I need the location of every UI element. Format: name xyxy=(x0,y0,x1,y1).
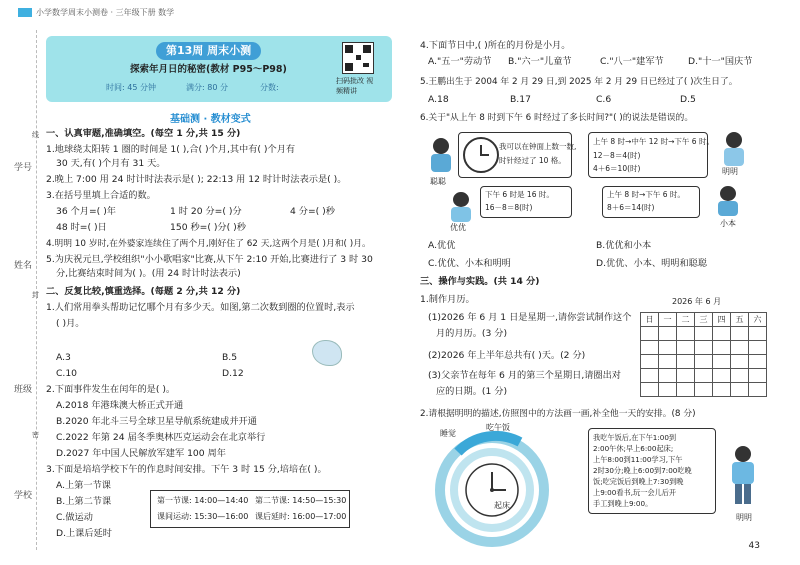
bubble-text: 2:00午休;早上6:00起床; xyxy=(593,444,674,453)
schedule-cell: 第一节课: 14:00—14:40 xyxy=(157,496,249,505)
schedule-cell: 第二节课: 14:50—15:30 xyxy=(255,496,347,505)
r-q4: 4.下面节日中,( )所在的月份是小月。 xyxy=(420,40,571,51)
p3-q1-2: (2)2026 年上半年总共有( )天。(2 分) xyxy=(428,350,586,361)
p2-q2-option[interactable]: C.2022 年第 24 届冬季奥林匹克运动会在北京举行 xyxy=(56,432,266,443)
name-xiaoben: 小本 xyxy=(720,219,736,228)
bubble-youyou xyxy=(480,186,572,218)
p2-q1-line2: ( )月。 xyxy=(56,318,85,329)
p2-q3-option[interactable]: B.上第二节课 xyxy=(56,496,112,507)
bubble-text: 8＋6＝14(时) xyxy=(607,203,655,212)
bubble-text: 上午 8 时→中午 12 时→下午 6 时。 xyxy=(593,137,714,146)
p3-q2: 2.请根据明明的描述,仿照图中的方法画一画,补全他一天的安排。(8 分) xyxy=(420,409,696,419)
name-youyou: 优优 xyxy=(450,223,466,232)
calendar-header-cell: 四 xyxy=(713,313,731,327)
daily-dial[interactable] xyxy=(428,428,568,548)
p3-q1-3-line1: (3)父亲节在每年 6 月的第三个星期日,请圈出对 xyxy=(428,370,621,381)
r-q5-option[interactable]: D.5 xyxy=(680,94,696,105)
bubble-text: 手工到晚上9:00。 xyxy=(593,499,653,508)
p1-q4: 4.明明 10 岁时,在外婆家连续住了两个月,刚好住了 62 天,这两个月是( )月和( )月。 xyxy=(46,239,371,249)
week-badge: 第13周 周末小测 xyxy=(156,42,261,60)
calendar-header-cell: 六 xyxy=(749,313,767,327)
top-banner-tag xyxy=(18,8,32,17)
top-banner-text: 小学数学周末小测卷 · 三年级下册 数学 xyxy=(36,8,175,17)
mingming-standing-icon xyxy=(730,446,756,506)
mingming-figure-icon xyxy=(722,132,746,166)
p2-q1-option[interactable]: A.3 xyxy=(56,352,71,363)
margin-school: 学校 xyxy=(14,491,33,501)
p2-q2-option[interactable]: B.2020 年北斗三号全球卫星导航系统建成并开通 xyxy=(56,416,257,427)
calendar-header-row xyxy=(641,313,767,327)
bubble-text: 2时30分;晚上6:00到7:00吃晚 xyxy=(593,466,692,475)
bubble-text: 下午 6 时是 16 时。 xyxy=(485,190,554,199)
margin-student-id: 学号 xyxy=(14,163,33,173)
p2-q3-option[interactable]: A.上第一节课 xyxy=(56,480,111,491)
r-q6: 6.关于"从上午 8 时到下午 6 时经过了多长时间?"( )的说法是错误的。 xyxy=(420,113,694,123)
part3-title: 三、操作与实践。(共 14 分) xyxy=(420,276,540,287)
part1-title: 一、认真审题,准确填空。(每空 1 分,共 15 分) xyxy=(46,128,241,139)
calendar-row[interactable] xyxy=(641,327,767,341)
p2-q3-option[interactable]: C.做运动 xyxy=(56,512,93,523)
bubble-text: 上9:00看书,玩一会儿后开 xyxy=(593,488,677,497)
p2-q1-option[interactable]: B.5 xyxy=(222,352,238,363)
p2-q1-option[interactable]: C.10 xyxy=(56,368,78,379)
p2-q2: 2.下面事件发生在闰年的是( )。 xyxy=(46,384,176,395)
margin-secret-label: 密 xyxy=(32,431,39,439)
calendar-header-cell: 日 xyxy=(641,313,659,327)
name-mingming-bottom: 明明 xyxy=(736,513,752,522)
bubble-mingming xyxy=(588,132,714,178)
p1-q3-item: 150 秒=( )分( )秒 xyxy=(170,222,246,233)
bubble-text: 4＋6＝10(时) xyxy=(593,164,641,173)
p3-q1: 1.制作月历。 xyxy=(420,294,475,305)
bubble-mingming-schedule xyxy=(588,428,716,514)
p1-q3-item: 48 时=( )日 xyxy=(56,222,107,233)
schedule-cell: 课后延时: 16:00—17:00 xyxy=(255,512,347,521)
bubble-text: 12－8＝4(时) xyxy=(593,151,641,160)
p3-q1-3-line2: 应的日期。(1 分) xyxy=(436,386,508,397)
fist-icon xyxy=(312,340,342,366)
dial-label-wake: 起床 xyxy=(494,501,510,510)
r-q6-option[interactable]: C.优优、小本和明明 xyxy=(428,258,511,269)
congcong-figure-icon xyxy=(428,138,454,174)
p1-q3-item: 4 分=( )秒 xyxy=(290,206,335,217)
schedule-table xyxy=(150,490,350,528)
calendar-row[interactable] xyxy=(641,383,767,397)
margin-line-label: 线 xyxy=(32,131,39,139)
margin-name: 姓名 xyxy=(14,261,33,271)
calendar-header-cell: 五 xyxy=(731,313,749,327)
bubble-text: 16－8＝8(时) xyxy=(485,203,533,212)
p2-q3-option[interactable]: D.上课后延时 xyxy=(56,528,112,539)
xiaoben-figure-icon xyxy=(716,186,740,216)
youyou-figure-icon xyxy=(450,192,472,222)
r-q5-option[interactable]: C.6 xyxy=(596,94,612,105)
bubble-text: 我可以在钟面上数一数, xyxy=(499,142,577,151)
r-q6-option[interactable]: A.优优 xyxy=(428,240,456,251)
bubble-congcong xyxy=(458,132,577,178)
calendar-row[interactable] xyxy=(641,355,767,369)
calendar-header-cell: 一 xyxy=(659,313,677,327)
header-card xyxy=(46,36,392,102)
calendar-header-cell: 二 xyxy=(677,313,695,327)
part2-title: 二、反复比较,慎重选择。(每题 2 分,共 12 分) xyxy=(46,286,241,297)
section-basic-title: 基础测 · 教材变式 xyxy=(170,114,251,125)
p1-q1-line1: 1.地球绕太阳转 1 圈的时间是 1( ),合( )个月,其中有( )个月有 xyxy=(46,144,296,155)
page-number: 43 xyxy=(748,541,760,551)
calendar-row[interactable] xyxy=(641,369,767,383)
p2-q1-line1: 1.人们常用拳头帮助记忆哪个月有多少天。如图,第二次数到圈的位置时,表示 xyxy=(46,302,355,313)
bubble-text: 时针经过了 10 格。 xyxy=(499,156,566,165)
p1-q5-line2: 分,比赛结束时间为( )。(用 24 时计时法表示) xyxy=(56,268,241,279)
p2-q2-option[interactable]: D.2027 年中国人民解放军建军 100 周年 xyxy=(56,448,226,459)
r-q5-option[interactable]: A.18 xyxy=(428,94,449,105)
qr-caption: 扫码批改 视频精讲 xyxy=(336,77,374,95)
calendar-title: 2026 年 6 月 xyxy=(672,297,722,306)
margin-class: 班级 xyxy=(14,385,33,395)
name-mingming: 明明 xyxy=(722,167,738,176)
bubble-text: 上午 8 时→下午 6 时。 xyxy=(607,190,685,199)
p1-q5-line1: 5.为庆祝元旦,学校组织"小小歌唱家"比赛,从下午 2:10 开始,比赛进行了 3 时 30 xyxy=(46,254,373,265)
calendar-header-cell: 三 xyxy=(695,313,713,327)
p2-q1-option[interactable]: D.12 xyxy=(222,368,244,379)
calendar-grid[interactable] xyxy=(640,312,767,397)
p1-q3-item: 1 时 20 分=( )分 xyxy=(170,206,242,217)
bubble-xiaoben xyxy=(602,186,700,218)
r-q4-option[interactable]: D."十一"国庆节 xyxy=(688,56,753,67)
header-score-label: 分数: xyxy=(260,83,279,92)
schedule-cell: 课间运动: 15:30—16:00 xyxy=(157,512,249,521)
p3-q1-1-line1: (1)2026 年 6 月 1 日是星期一,请你尝试制作这个 xyxy=(428,312,632,323)
r-q6-option[interactable]: D.优优、小本、明明和聪聪 xyxy=(596,258,708,269)
p1-q3-item: 36 个月=( )年 xyxy=(56,206,116,217)
p1-q2: 2.晚上 7:00 用 24 时计时法表示是( ); 22:13 用 12 时计时法表示是( )。 xyxy=(46,174,347,185)
r-q4-option[interactable]: A."五一"劳动节 xyxy=(428,56,492,67)
qr-code[interactable] xyxy=(342,42,374,74)
bubble-text: 我吃午饭后,在下午1:00到 xyxy=(593,433,677,442)
r-q4-option[interactable]: B."六一"儿童节 xyxy=(508,56,572,67)
p1-q3: 3.在括号里填上合适的数。 xyxy=(46,190,156,201)
header-subtitle: 探索年月日的秘密(教材 P95～P98) xyxy=(130,64,287,75)
dial-label-sleep: 睡觉 xyxy=(440,429,456,438)
margin-seal-label: 封 xyxy=(32,291,39,299)
p2-q2-option[interactable]: A.2018 年港珠澳大桥正式开通 xyxy=(56,400,184,411)
p2-q3: 3.下面是培培学校下午的作息时间安排。下午 3 时 15 分,培培在( )。 xyxy=(46,464,327,475)
header-score: 满分: 80 分 xyxy=(186,83,228,92)
clock-icon xyxy=(463,137,499,173)
r-q4-option[interactable]: C."八一"建军节 xyxy=(600,56,664,67)
dial-label-lunch: 吃午饭 xyxy=(486,423,510,432)
name-congcong: 聪聪 xyxy=(430,177,446,186)
header-time: 时间: 45 分钟 xyxy=(106,83,156,92)
r-q6-option[interactable]: B.优优和小本 xyxy=(596,240,652,251)
r-q5: 5.王鹏出生于 2004 年 2 月 29 日,到 2025 年 2 月 29 日已经过了( )次生日了。 xyxy=(420,77,738,87)
p3-q1-1-line2: 月的月历。(3 分) xyxy=(436,328,508,339)
top-banner xyxy=(18,8,238,18)
calendar-row[interactable] xyxy=(641,341,767,355)
r-q5-option[interactable]: B.17 xyxy=(510,94,531,105)
p1-q1-line2: 30 天,有( )个月有 31 天。 xyxy=(56,158,166,169)
bubble-text: 上午8:00到11:00学习,下午 xyxy=(593,455,683,464)
bubble-text: 饭;吃完饭后到晚上7:30到晚 xyxy=(593,477,684,486)
